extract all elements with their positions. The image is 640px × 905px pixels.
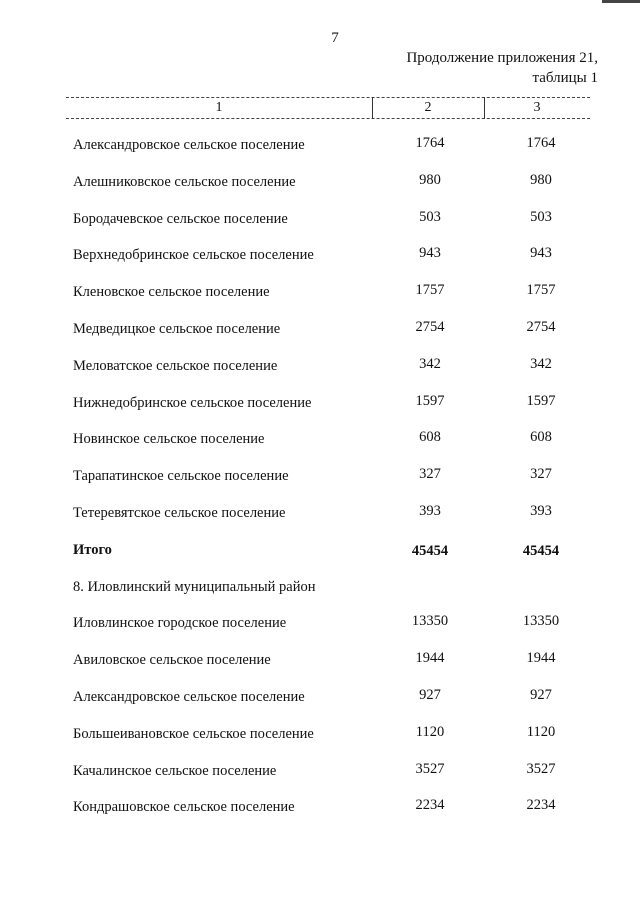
header-top-rule — [66, 97, 590, 98]
value-column-3: 393 — [530, 502, 552, 519]
value-column-3: 1764 — [526, 135, 556, 151]
table-row — [0, 680, 640, 717]
settlement-name: 8. Иловлинский муниципальный район — [73, 578, 316, 595]
total-row — [0, 533, 640, 570]
value-column-3: 608 — [530, 429, 552, 446]
value-column-2: 608 — [419, 429, 441, 446]
column-header-2: 2 — [424, 100, 432, 115]
value-column-2: 1757 — [415, 282, 445, 299]
table-row — [0, 312, 640, 349]
table-row — [0, 202, 640, 239]
column-header-3: 3 — [533, 100, 541, 115]
settlement-name: Меловатское сельское поселение — [73, 357, 278, 374]
page-number: 7 — [331, 30, 339, 46]
table-row — [0, 275, 640, 312]
settlement-name: Александровское сельское поселение — [73, 688, 305, 705]
table-row — [0, 459, 640, 496]
settlement-name: Кленовское сельское поселение — [73, 284, 270, 301]
value-column-3: 342 — [530, 355, 552, 372]
value-column-2: 13350 — [411, 613, 449, 630]
value-column-3: 1757 — [526, 282, 556, 299]
value-column-3: 2754 — [526, 318, 556, 335]
value-column-2: 2754 — [415, 318, 445, 335]
value-column-2: 503 — [419, 208, 441, 225]
value-column-3: 927 — [530, 686, 552, 703]
settlement-name: Авиловское сельское поселение — [73, 652, 271, 669]
value-column-2: 943 — [419, 245, 441, 262]
settlement-name: Александровское сельское поселение — [73, 137, 305, 153]
value-column-3: 1944 — [526, 650, 556, 667]
value-column-2: 1120 — [415, 723, 445, 740]
value-column-3: 3527 — [526, 760, 556, 777]
value-column-2: 1597 — [415, 392, 445, 409]
settlement-name: Новинское сельское поселение — [73, 431, 265, 448]
scan-edge-mark — [602, 0, 640, 3]
settlement-name: Качалинское сельское поселение — [73, 762, 277, 779]
value-column-3: 503 — [530, 208, 552, 225]
settlement-name: Медведицкое сельское поселение — [73, 320, 281, 337]
settlement-name: Кондрашовское сельское поселение — [73, 799, 295, 816]
value-column-3: 327 — [530, 466, 552, 483]
value-column-3: 2234 — [526, 797, 556, 814]
table-row — [0, 643, 640, 680]
value-column-2: 327 — [419, 466, 441, 483]
column-header-1: 1 — [215, 100, 223, 115]
table-body — [0, 128, 640, 827]
value-column-2: 1944 — [415, 650, 445, 667]
settlement-name: Иловлинское городское поселение — [73, 615, 287, 632]
continuation-note — [406, 48, 598, 88]
settlement-name: Тетеревятское сельское поселение — [73, 504, 286, 521]
table-row — [0, 496, 640, 533]
table-row — [0, 422, 640, 459]
value-column-2: 3527 — [415, 760, 445, 777]
settlement-name: Большеивановское сельское поселение — [73, 725, 314, 742]
value-column-2: 980 — [419, 171, 441, 188]
settlement-name: Итого — [73, 541, 112, 558]
value-column-2: 927 — [419, 686, 441, 703]
value-column-3: 943 — [530, 245, 552, 262]
value-column-2: 1764 — [415, 135, 445, 151]
table-row — [0, 238, 640, 275]
value-column-3: 13350 — [522, 613, 560, 630]
value-column-2: 342 — [419, 355, 441, 372]
table-header — [66, 97, 590, 119]
header-bottom-rule — [66, 118, 590, 119]
table-row — [0, 349, 640, 386]
value-column-3: 1597 — [526, 392, 556, 409]
settlement-name: Бородачевское сельское поселение — [73, 210, 288, 227]
continuation-line-1: Продолжение приложения 21, — [406, 50, 598, 66]
table-row — [0, 386, 640, 423]
section-heading-row — [0, 570, 640, 607]
table-row — [0, 606, 640, 643]
value-column-3: 1120 — [526, 723, 556, 740]
table-row — [0, 790, 640, 827]
table-row — [0, 128, 640, 165]
continuation-line-2: таблицы 1 — [532, 70, 598, 86]
settlement-name: Алешниковское сельское поселение — [73, 173, 296, 190]
value-column-2: 45454 — [411, 542, 449, 559]
settlement-name: Верхнедобринское сельское поселение — [73, 247, 314, 264]
table-row — [0, 165, 640, 202]
value-column-2: 2234 — [415, 797, 445, 814]
settlement-name: Тарапатинское сельское поселение — [73, 468, 289, 485]
value-column-2: 393 — [419, 502, 441, 519]
settlement-name: Нижнедобринское сельское поселение — [73, 394, 312, 411]
value-column-3: 980 — [530, 171, 552, 188]
table-row — [0, 717, 640, 754]
table-row — [0, 754, 640, 791]
value-column-3: 45454 — [522, 542, 560, 559]
